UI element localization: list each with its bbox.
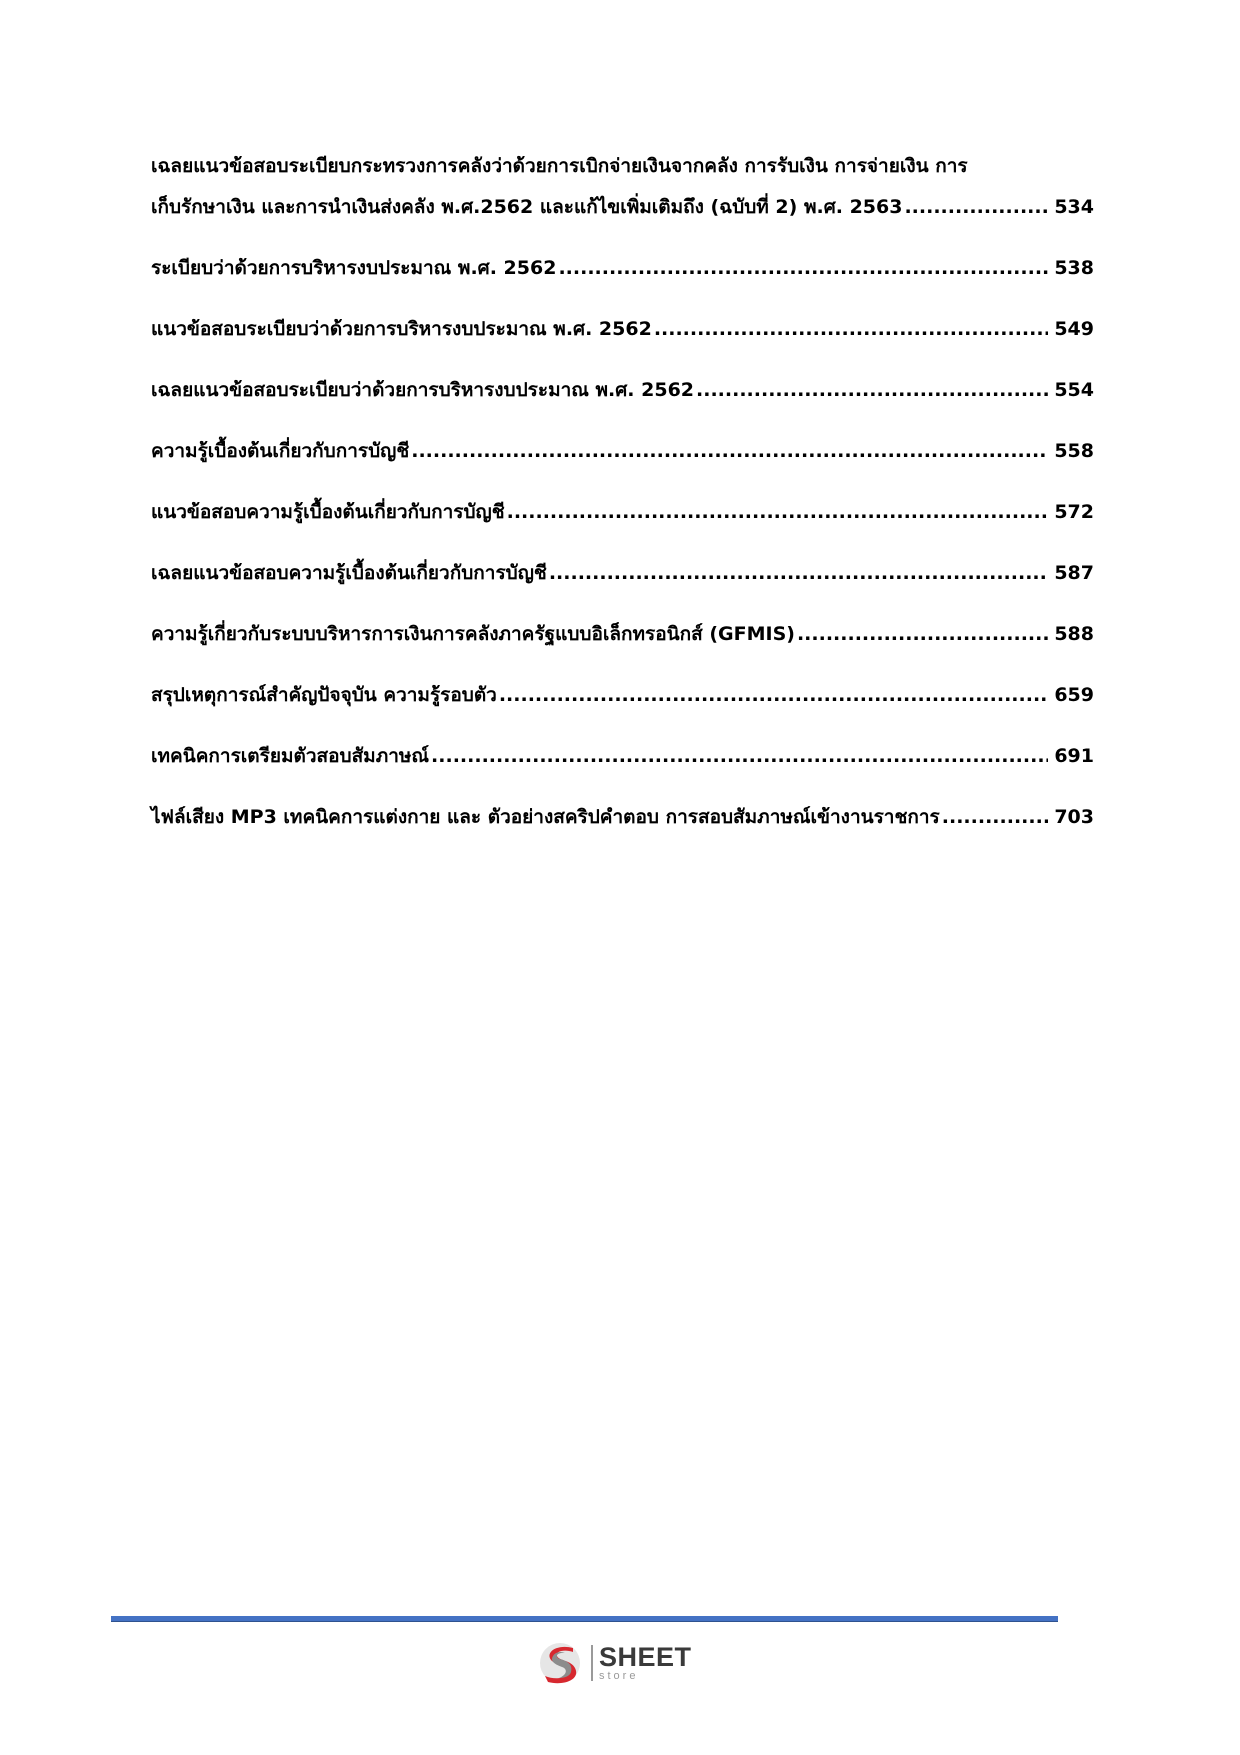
toc-entry[interactable] xyxy=(151,803,1094,832)
toc-entry-title: เก็บรักษาเงิน และการนำเงินส่งคลัง พ.ศ.2562 และแก้ไขเพิ่มเติมถึง (ฉบับที่ 2) พ.ศ. 2563 xyxy=(151,196,903,218)
toc-entry-page: 572 xyxy=(1054,501,1094,523)
dot-leader xyxy=(654,315,1049,344)
dot-leader xyxy=(411,437,1048,466)
dot-leader xyxy=(431,742,1048,771)
logo-text xyxy=(599,1644,692,1682)
toc-entry[interactable] xyxy=(151,437,1094,466)
toc-entry-page: 558 xyxy=(1054,440,1094,462)
toc-entry[interactable] xyxy=(151,742,1094,771)
toc-entry[interactable] xyxy=(151,620,1094,649)
toc-entry-page: 534 xyxy=(1054,196,1094,218)
toc-entry-page: 587 xyxy=(1054,562,1094,584)
toc-entry[interactable] xyxy=(151,376,1094,405)
dot-leader xyxy=(904,193,1048,222)
toc-entry-title: เฉลยแนวข้อสอบความรู้เบื้องต้นเกี่ยวกับการบัญชี xyxy=(151,562,547,584)
toc-entry-page: 703 xyxy=(1054,806,1094,828)
logo-subword: store xyxy=(599,1670,639,1682)
toc-entry-title: ความรู้เบื้องต้นเกี่ยวกับการบัญชี xyxy=(151,440,410,462)
toc-entry[interactable] xyxy=(151,559,1094,588)
toc-entry[interactable] xyxy=(151,498,1094,527)
toc-entry-title: เทคนิคการเตรียมตัวสอบสัมภาษณ์ xyxy=(151,745,430,767)
toc-entry-page: 549 xyxy=(1054,318,1094,340)
toc-entry-title-line xyxy=(151,152,1094,181)
dot-leader xyxy=(499,681,1048,710)
toc-entry-page: 588 xyxy=(1054,623,1094,645)
toc-entry-title-line xyxy=(151,193,1094,222)
toc-entry-title: สรุปเหตุการณ์สำคัญปัจจุบัน ความรู้รอบตัว xyxy=(151,684,497,706)
toc-entry-title: ระเบียบว่าด้วยการบริหารงบประมาณ พ.ศ. 2562 xyxy=(151,257,557,279)
dot-leader xyxy=(942,803,1049,832)
toc-entry[interactable] xyxy=(151,152,1094,222)
dot-leader xyxy=(696,376,1048,405)
toc-entry-title: ความรู้เกี่ยวกับระบบบริหารการเงินการคลังภาครัฐแบบอิเล็กทรอนิกส์ (GFMIS) xyxy=(151,623,795,645)
logo-word: SHEET xyxy=(599,1642,692,1672)
footer-rule xyxy=(111,1616,1058,1622)
toc-entry-title: ไฟล์เสียง MP3 เทคนิคการแต่งกาย และ ตัวอย่างสคริปคำตอบ การสอบสัมภาษณ์เข้างานราชการ xyxy=(151,806,940,828)
sheet-store-logo xyxy=(537,1640,692,1686)
toc-entry-page: 691 xyxy=(1054,745,1094,767)
dot-leader xyxy=(507,498,1049,527)
dot-leader xyxy=(558,254,1048,283)
sheet-store-logo-icon xyxy=(537,1640,587,1686)
toc-entry-page: 554 xyxy=(1054,379,1094,401)
dot-leader xyxy=(549,559,1049,588)
toc-entry[interactable] xyxy=(151,254,1094,283)
dot-leader xyxy=(797,620,1048,649)
toc-entry-page: 659 xyxy=(1054,684,1094,706)
toc-entry-title: แนวข้อสอบระเบียบว่าด้วยการบริหารงบประมาณ พ.ศ. 2562 xyxy=(151,318,652,340)
logo-divider xyxy=(591,1645,593,1681)
toc-entry[interactable] xyxy=(151,315,1094,344)
toc-entry-title: เฉลยแนวข้อสอบระเบียบกระทรวงการคลังว่าด้วยการเบิกจ่ายเงินจากคลัง การรับเงิน การจ่ายเงิน การ xyxy=(151,155,968,177)
toc-entry-title: เฉลยแนวข้อสอบระเบียบว่าด้วยการบริหารงบประมาณ พ.ศ. 2562 xyxy=(151,379,695,401)
toc-entry-page: 538 xyxy=(1054,257,1094,279)
toc-entry[interactable] xyxy=(151,681,1094,710)
table-of-contents xyxy=(151,152,1094,832)
toc-entry-title: แนวข้อสอบความรู้เบื้องต้นเกี่ยวกับการบัญชี xyxy=(151,501,505,523)
